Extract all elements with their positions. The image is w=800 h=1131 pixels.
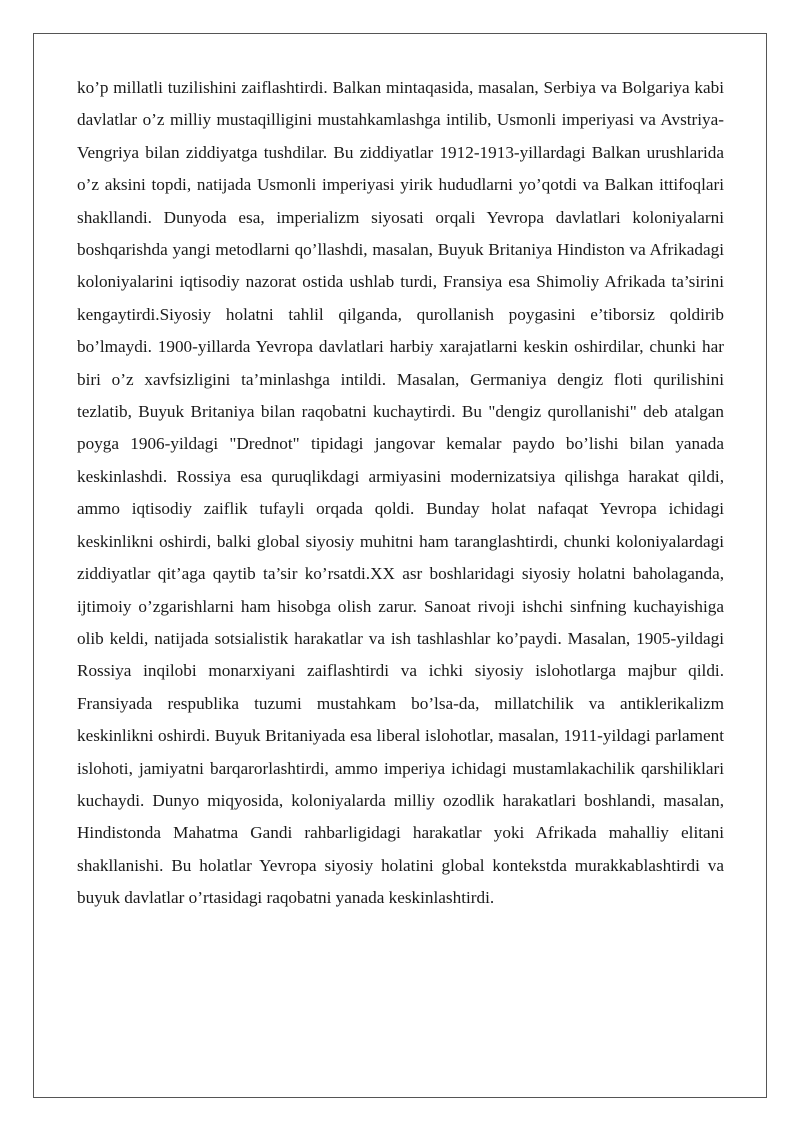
body-paragraph: ko’p millatli tuzilishini zaiflashtirdi. Balkan mintaqasida, masalan, Serbiya va Bolgariya kabi davlatlar o’z milliy mustaqilligini mustahkamlashga intilib, Usmonli imperiyasi va Avstriya-Vengriya bilan ziddiyatga tushdilar. Bu ziddiyatlar 1912-1913-yillardagi Balkan urushlarida o’z aksini topdi, natijada Usmonli imperiyasi yirik hududlarni yo’qotdi va Balkan ittifoqlari shakllandi. Dunyoda esa, imperializm siyosati orqali Yevropa davlatlari koloniyalarni boshqarishda yangi metodlarni qo’llashdi, masalan, Buyuk Britaniya Hindiston va Afrikadagi koloniyalarini iqtisodiy nazorat ostida ushlab turdi, Fransiya esa Shimoliy Afrikada ta’sirini kengaytirdi.Siyosiy holatni tahlil qilganda, qurollanish poygasini e’tiborsiz qoldirib bo’lmaydi. 1900-yillarda Yevropa davlatlari harbiy xarajatlarni keskin oshirdilar, chunki har biri o’z xavfsizligini ta’minlashga intildi. Masalan, Germaniya dengiz floti qurilishini tezlatib, Buyuk Britaniya bilan raqobatni kuchaytirdi. Bu "dengiz qurollanishi" deb atalgan poyga 1906-yildagi "Drednot" tipidagi jangovar kemalar paydo bo’lishi bilan yanada keskinlashdi. Rossiya esa quruqlikdagi armiyasini modernizatsiya qilishga harakat qildi, ammo iqtisodiy zaiflik tufayli orqada qoldi. Bunday holat nafaqat Yevropa ichidagi keskinlikni oshirdi, balki global siyosiy muhitni ham taranglashtirdi, chunki koloniyalardagi ziddiyatlar qit’aga qaytib ta’sir ko’rsatdi.XX asr boshlaridagi siyosiy holatni baholaganda, ijtimoiy o’zgarishlarni ham hisobga olish zarur. Sanoat rivoji ishchi sinfning kuchayishiga olib keldi, natijada sotsialistik harakatlar va ish tashlashlar ko’paydi. Masalan, 1905-yildagi Rossiya inqilobi monarxiyani zaiflashtirdi va ichki siyosiy islohotlarga majbur qildi. Fransiyada respublika tuzumi mustahkam bo’lsa-da, millatchilik va antiklerikalizm keskinlikni oshirdi. Buyuk Britaniyada esa liberal islohotlar, masalan, 1911-yildagi parlament islohoti, jamiyatni barqarorlashtirdi, ammo imperiya ichidagi mustamlakachilik qarshiliklari kuchaydi. Dunyo miqyosida, koloniyalarda milliy ozodlik harakatlari boshlandi, masalan, Hindistonda Mahatma Gandi rahbarligidagi harakatlar yoki Afrikada mahalliy elitani shakllanishi. Bu holatlar Yevropa siyosiy holatini global kontekstda murakkablashtirdi va buyuk davlatlar o’rtasidagi raqobatni yanada keskinlashtirdi. [77, 78, 724, 908]
